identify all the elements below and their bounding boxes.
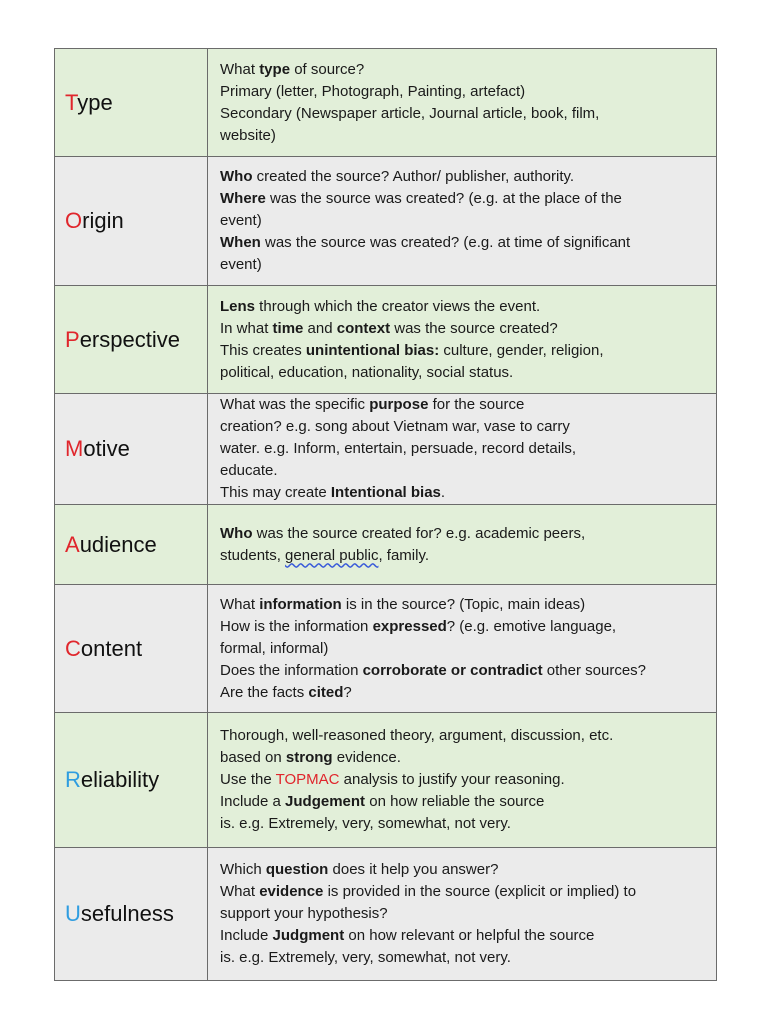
table-row	[55, 49, 717, 157]
term-cell	[55, 505, 208, 585]
description-text: political, education, nationality, social status.	[220, 363, 514, 381]
bold-term: context	[336, 319, 391, 337]
description-line	[220, 545, 710, 567]
table-row	[55, 848, 717, 981]
bold-term: Where	[220, 190, 266, 207]
bold-term: Judgement	[285, 793, 366, 810]
term-cell	[55, 286, 208, 394]
description-text: on how relevant or helpful the source	[344, 927, 595, 944]
description-text: How is the information	[220, 617, 373, 635]
description-line	[220, 438, 710, 460]
description-cell	[208, 286, 717, 394]
table-row	[55, 585, 717, 713]
description-line	[220, 188, 710, 210]
description-line	[220, 394, 710, 416]
bold-term: question	[265, 861, 329, 878]
highlight-term: TOPMAC	[275, 771, 340, 788]
term-rest: ype	[77, 89, 113, 115]
term-initial: U	[65, 901, 81, 926]
description-line	[220, 416, 710, 438]
description-text: and	[303, 319, 337, 337]
description-line	[220, 660, 710, 682]
description-line	[220, 460, 710, 482]
description-line	[220, 925, 710, 947]
description-text: .	[440, 484, 446, 501]
description-text: , family.	[378, 546, 430, 564]
description-text: is. e.g. Extremely, very, somewhat, not very.	[220, 815, 511, 832]
table-row	[55, 157, 717, 286]
bold-term: Judgment	[272, 927, 345, 944]
description-text: This creates	[220, 341, 306, 359]
table-row	[55, 286, 717, 394]
term-rest: erspective	[79, 326, 180, 352]
bold-term: corroborate or contradict	[362, 661, 543, 679]
bold-term: cited	[308, 683, 344, 701]
description-line	[220, 523, 710, 545]
description-text: What	[220, 60, 260, 78]
description-line	[220, 482, 710, 504]
term-initial: T	[65, 89, 78, 115]
description-text: students,	[220, 546, 286, 564]
description-text: of source?	[290, 60, 365, 78]
bold-term: time	[272, 319, 304, 337]
description-line	[220, 813, 710, 835]
description-text: created the source? Author/ publisher, authority.	[252, 168, 575, 185]
description-text: This may create	[220, 484, 331, 501]
description-text: was the source was created? (e.g. at the place of the	[265, 190, 622, 207]
description-text: was the source created for? e.g. academic peers,	[252, 524, 586, 542]
bold-term: When	[220, 234, 261, 251]
description-line	[220, 340, 710, 362]
term-initial: O	[65, 208, 83, 233]
table-row	[55, 394, 717, 505]
description-text: Are the facts	[220, 683, 309, 701]
bold-term: information	[259, 595, 342, 613]
description-line	[220, 725, 710, 747]
description-line	[220, 232, 710, 254]
description-line	[220, 81, 710, 103]
description-cell	[208, 848, 717, 981]
description-line	[220, 594, 710, 616]
description-cell	[208, 505, 717, 585]
bold-term: expressed	[372, 617, 447, 635]
description-text: What	[220, 595, 260, 613]
description-text: other sources?	[542, 661, 646, 679]
description-text: culture, gender, religion,	[439, 341, 604, 359]
description-text: is provided in the source (explicit or implied) to	[323, 883, 637, 900]
bold-term: Intentional bias	[330, 484, 441, 501]
description-text: support your hypothesis?	[220, 905, 388, 922]
term-cell	[55, 157, 208, 286]
description-line	[220, 881, 710, 903]
description-line	[220, 791, 710, 813]
bold-term: type	[259, 60, 291, 78]
description-text: event)	[220, 256, 262, 273]
description-line	[220, 125, 710, 147]
description-line	[220, 166, 710, 188]
description-cell	[208, 49, 717, 157]
bold-term: unintentional bias:	[305, 341, 440, 359]
term-initial: M	[65, 436, 84, 461]
term-initial: P	[65, 326, 80, 352]
description-line	[220, 210, 710, 232]
table-row	[55, 713, 717, 848]
description-text: is in the source? (Topic, main ideas)	[341, 595, 586, 613]
description-text: ?	[343, 683, 352, 701]
bold-term: Who	[220, 168, 253, 185]
description-text: evidence.	[332, 749, 401, 766]
description-line	[220, 638, 710, 660]
description-line	[220, 103, 710, 125]
description-line	[220, 318, 710, 340]
description-text: What was the specific	[220, 396, 370, 413]
description-text: for the source	[428, 396, 525, 413]
description-text: general public	[285, 546, 379, 564]
description-cell	[208, 394, 717, 505]
description-text: on how reliable the source	[365, 793, 545, 810]
term-rest: udience	[79, 531, 157, 557]
description-line	[220, 616, 710, 638]
description-text: formal, informal)	[220, 639, 329, 657]
term-initial: A	[65, 531, 80, 557]
description-text: was the source created?	[390, 319, 558, 337]
description-cell	[208, 585, 717, 713]
description-text: event)	[220, 212, 262, 229]
description-text: Which	[220, 861, 266, 878]
term-cell	[55, 585, 208, 713]
bold-term: purpose	[369, 396, 429, 413]
description-line	[220, 859, 710, 881]
description-text: What	[220, 883, 260, 900]
description-line	[220, 747, 710, 769]
description-text: Primary (letter, Photograph, Painting, artefact)	[220, 82, 526, 100]
description-text: was the source was created? (e.g. at time of significant	[260, 234, 631, 251]
bold-term: evidence	[259, 883, 324, 900]
term-rest: eliability	[80, 767, 160, 792]
description-text: Include	[220, 927, 273, 944]
description-line	[220, 254, 710, 276]
description-text: based on	[220, 749, 286, 766]
term-rest: sefulness	[80, 901, 174, 926]
bold-term: Who	[220, 524, 253, 542]
description-text: ? (e.g. emotive language,	[446, 617, 617, 635]
description-text: website)	[220, 126, 276, 144]
description-line	[220, 769, 710, 791]
description-line	[220, 903, 710, 925]
description-text: Does the information	[220, 661, 363, 679]
term-cell	[55, 394, 208, 505]
description-line	[220, 59, 710, 81]
description-text: Secondary (Newspaper article, Journal article, book, film,	[220, 104, 600, 122]
term-rest: ontent	[80, 635, 143, 661]
description-text: Use the	[220, 771, 276, 788]
description-cell	[208, 713, 717, 848]
term-rest: otive	[83, 436, 130, 461]
term-initial: C	[65, 635, 81, 661]
term-cell	[55, 848, 208, 981]
description-cell	[208, 157, 717, 286]
description-line	[220, 362, 710, 384]
description-text: is. e.g. Extremely, very, somewhat, not very.	[220, 949, 511, 966]
description-text: In what	[220, 319, 273, 337]
description-line	[220, 296, 710, 318]
description-text: does it help you answer?	[328, 861, 499, 878]
term-cell	[55, 713, 208, 848]
topmac-table	[54, 48, 717, 981]
description-text: educate.	[220, 462, 278, 479]
term-initial: R	[65, 767, 81, 792]
description-line	[220, 947, 710, 969]
description-text: Thorough, well-reasoned theory, argument, discussion, etc.	[220, 727, 614, 744]
description-text: creation? e.g. song about Vietnam war, vase to carry	[220, 418, 570, 435]
term-rest: rigin	[82, 208, 124, 233]
description-text: analysis to justify your reasoning.	[339, 771, 565, 788]
description-text: water. e.g. Inform, entertain, persuade, record details,	[220, 440, 577, 457]
bold-term: Lens	[220, 297, 256, 315]
term-cell	[55, 49, 208, 157]
description-text: through which the creator views the event.	[255, 297, 541, 315]
bold-term: strong	[285, 749, 333, 766]
description-text: Include a	[220, 793, 286, 810]
table-row	[55, 505, 717, 585]
description-line	[220, 682, 710, 704]
